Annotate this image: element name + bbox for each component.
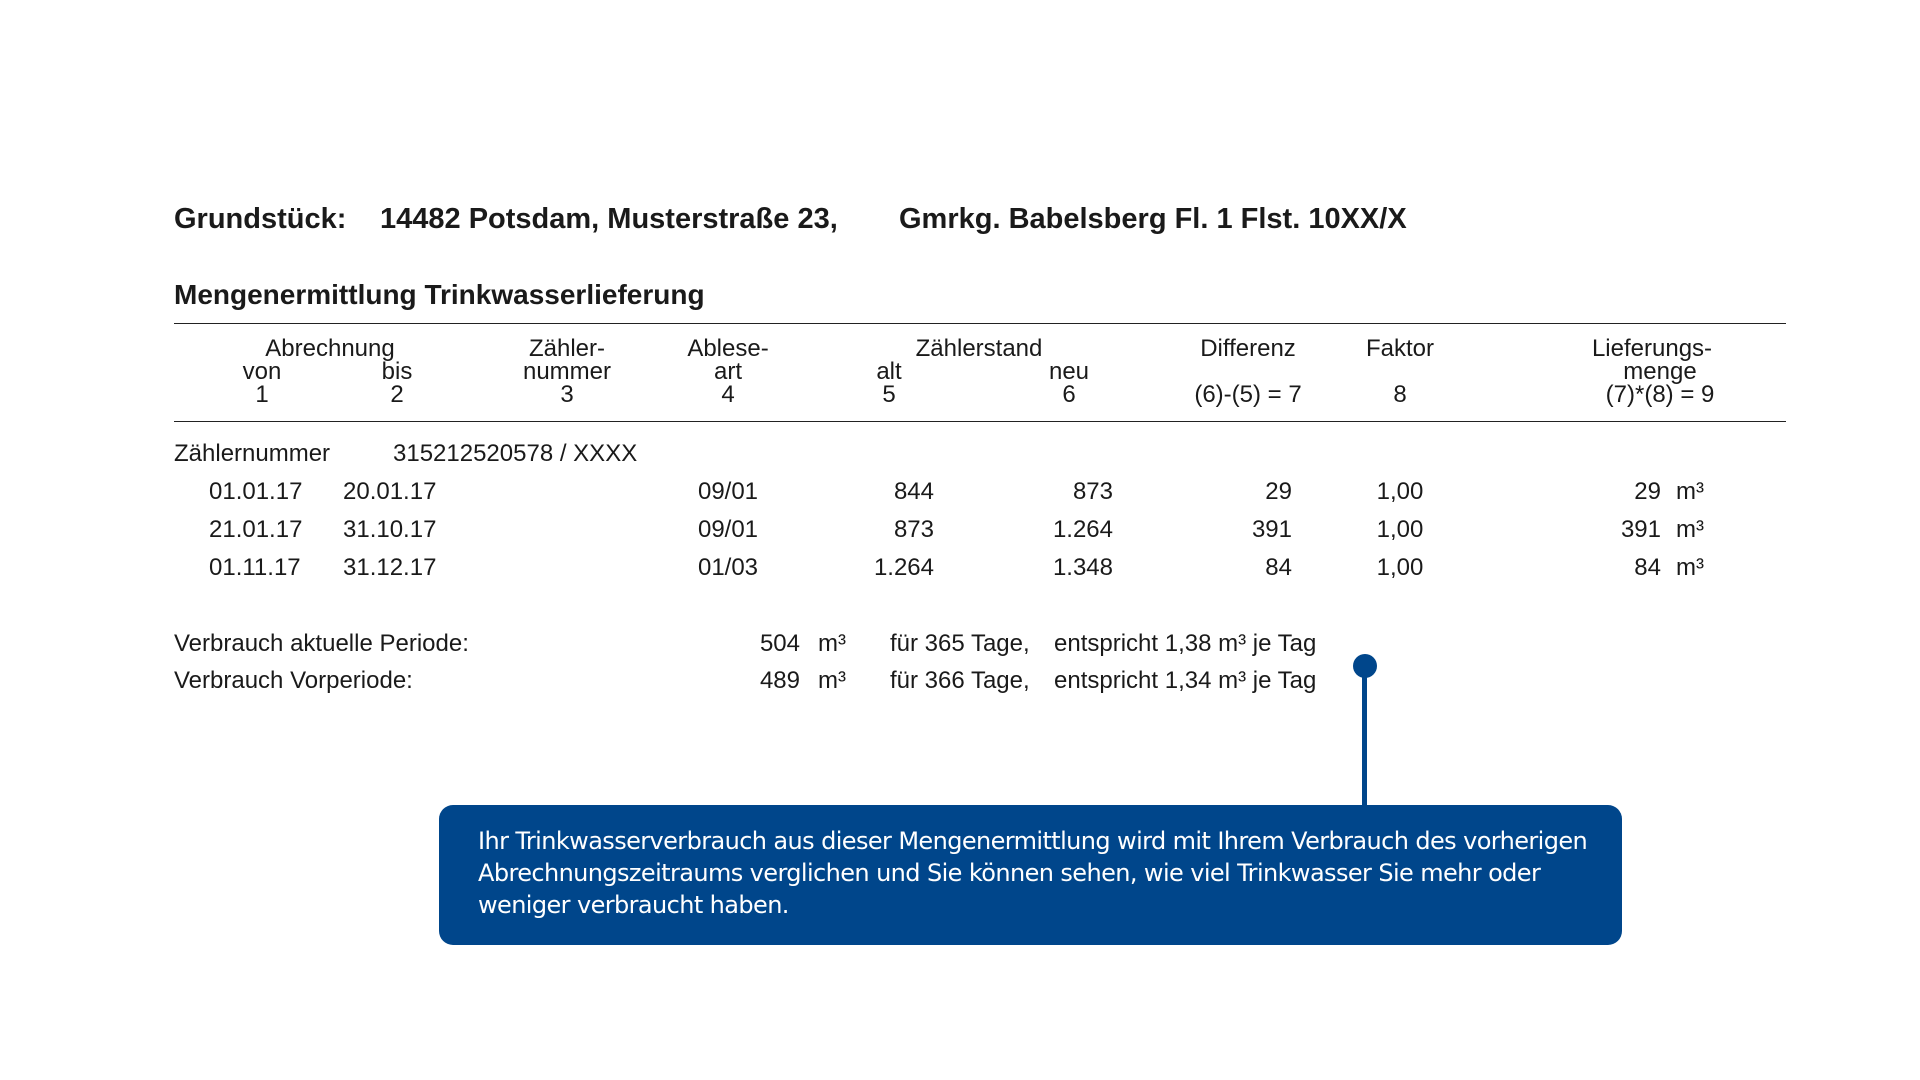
cell-unit: m³ xyxy=(1676,516,1704,543)
cell-faktor: 1,00 xyxy=(1376,516,1424,543)
summary-days: für 365 Tage, xyxy=(890,630,1030,657)
summary-unit: m³ xyxy=(818,667,846,694)
header-von: von xyxy=(242,358,282,385)
header-ablese-1: Ablese- xyxy=(687,335,769,362)
callout-pointer-dot xyxy=(1353,654,1377,678)
header-col-7: (6)-(5) = 7 xyxy=(1194,381,1302,408)
callout-line-3: weniger verbraucht haben. xyxy=(478,891,789,919)
header-differenz: Differenz xyxy=(1200,335,1296,362)
summary-per-day: entspricht 1,38 m³ je Tag xyxy=(1054,630,1317,657)
cell-faktor: 1,00 xyxy=(1376,554,1424,581)
summary-unit: m³ xyxy=(818,630,846,657)
header-col-9: (7)*(8) = 9 xyxy=(1605,381,1715,408)
header-bis: bis xyxy=(381,358,413,385)
cell-unit: m³ xyxy=(1676,478,1704,505)
property-label: Grundstück: xyxy=(174,203,347,235)
meter-label: Zählernummer xyxy=(174,440,331,467)
cell-neu: 873 xyxy=(1072,478,1113,505)
property-address: 14482 Potsdam, Musterstraße 23, xyxy=(380,203,838,235)
summary-value: 489 xyxy=(759,667,800,694)
cell-ableseart: 09/01 xyxy=(697,478,759,505)
cell-von: 21.01.17 xyxy=(209,516,303,543)
section-title: Mengenermittlung Trinkwasserlieferung xyxy=(174,279,705,310)
header-lieferungs-1: Lieferungs- xyxy=(1591,335,1713,362)
cell-alt: 844 xyxy=(893,478,934,505)
header-ablese-2: art xyxy=(713,358,743,385)
summary-label: Verbrauch Vorperiode: xyxy=(174,667,413,694)
cell-bis: 31.10.17 xyxy=(343,516,437,543)
header-col-1: 1 xyxy=(255,381,269,408)
cell-differenz: 391 xyxy=(1251,516,1292,543)
cell-differenz: 29 xyxy=(1265,478,1292,505)
cell-faktor: 1,00 xyxy=(1376,478,1424,505)
cell-von: 01.11.17 xyxy=(209,554,301,581)
header-col-4: 4 xyxy=(721,381,735,408)
cell-neu: 1.264 xyxy=(1052,516,1113,543)
summary-label: Verbrauch aktuelle Periode: xyxy=(174,630,469,657)
header-neu: neu xyxy=(1048,358,1090,385)
cell-ableseart: 01/03 xyxy=(697,554,759,581)
cell-alt: 1.264 xyxy=(873,554,934,581)
cell-von: 01.01.17 xyxy=(209,478,303,505)
header-col-5: 5 xyxy=(882,381,896,408)
header-zaehlerstand: Zählerstand xyxy=(915,335,1043,362)
header-faktor: Faktor xyxy=(1365,335,1435,362)
property-parcel: Gmrkg. Babelsberg Fl. 1 Flst. 10XX/X xyxy=(899,203,1407,235)
cell-menge: 391 xyxy=(1620,516,1661,543)
header-col-3: 3 xyxy=(560,381,574,408)
header-lieferungs-2: menge xyxy=(1623,358,1697,385)
header-alt: alt xyxy=(876,358,902,385)
cell-differenz: 84 xyxy=(1265,554,1292,581)
cell-menge: 84 xyxy=(1634,554,1661,581)
summary-value: 504 xyxy=(759,630,800,657)
summary-per-day: entspricht 1,34 m³ je Tag xyxy=(1054,667,1317,694)
cell-bis: 20.01.17 xyxy=(343,478,437,505)
cell-bis: 31.12.17 xyxy=(343,554,437,581)
header-zaehler-2: nummer xyxy=(522,358,612,385)
header-col-6: 6 xyxy=(1062,381,1076,408)
header-col-2: 2 xyxy=(390,381,404,408)
cell-neu: 1.348 xyxy=(1052,554,1113,581)
header-col-8: 8 xyxy=(1393,381,1407,408)
callout-line-2: Abrechnungszeitraums verglichen und Sie können sehen, wie viel Trinkwasser Sie mehr oder xyxy=(478,859,1541,887)
callout-line-1: Ihr Trinkwasserverbrauch aus dieser Mengenermittlung wird mit Ihrem Verbrauch des vorherigen xyxy=(478,827,1588,855)
header-zaehler-1: Zähler- xyxy=(528,335,606,362)
summary-days: für 366 Tage, xyxy=(890,667,1030,694)
callout-pointer-line xyxy=(1362,666,1367,808)
explanation-callout xyxy=(439,805,1622,945)
meter-number: 315212520578 / XXXX xyxy=(393,440,638,467)
cell-menge: 29 xyxy=(1634,478,1661,505)
table-header-rule xyxy=(174,421,1786,422)
cell-ableseart: 09/01 xyxy=(697,516,759,543)
table-top-rule xyxy=(174,323,1786,324)
cell-unit: m³ xyxy=(1676,554,1704,581)
header-abrechnung: Abrechnung xyxy=(265,335,395,362)
cell-alt: 873 xyxy=(893,516,934,543)
